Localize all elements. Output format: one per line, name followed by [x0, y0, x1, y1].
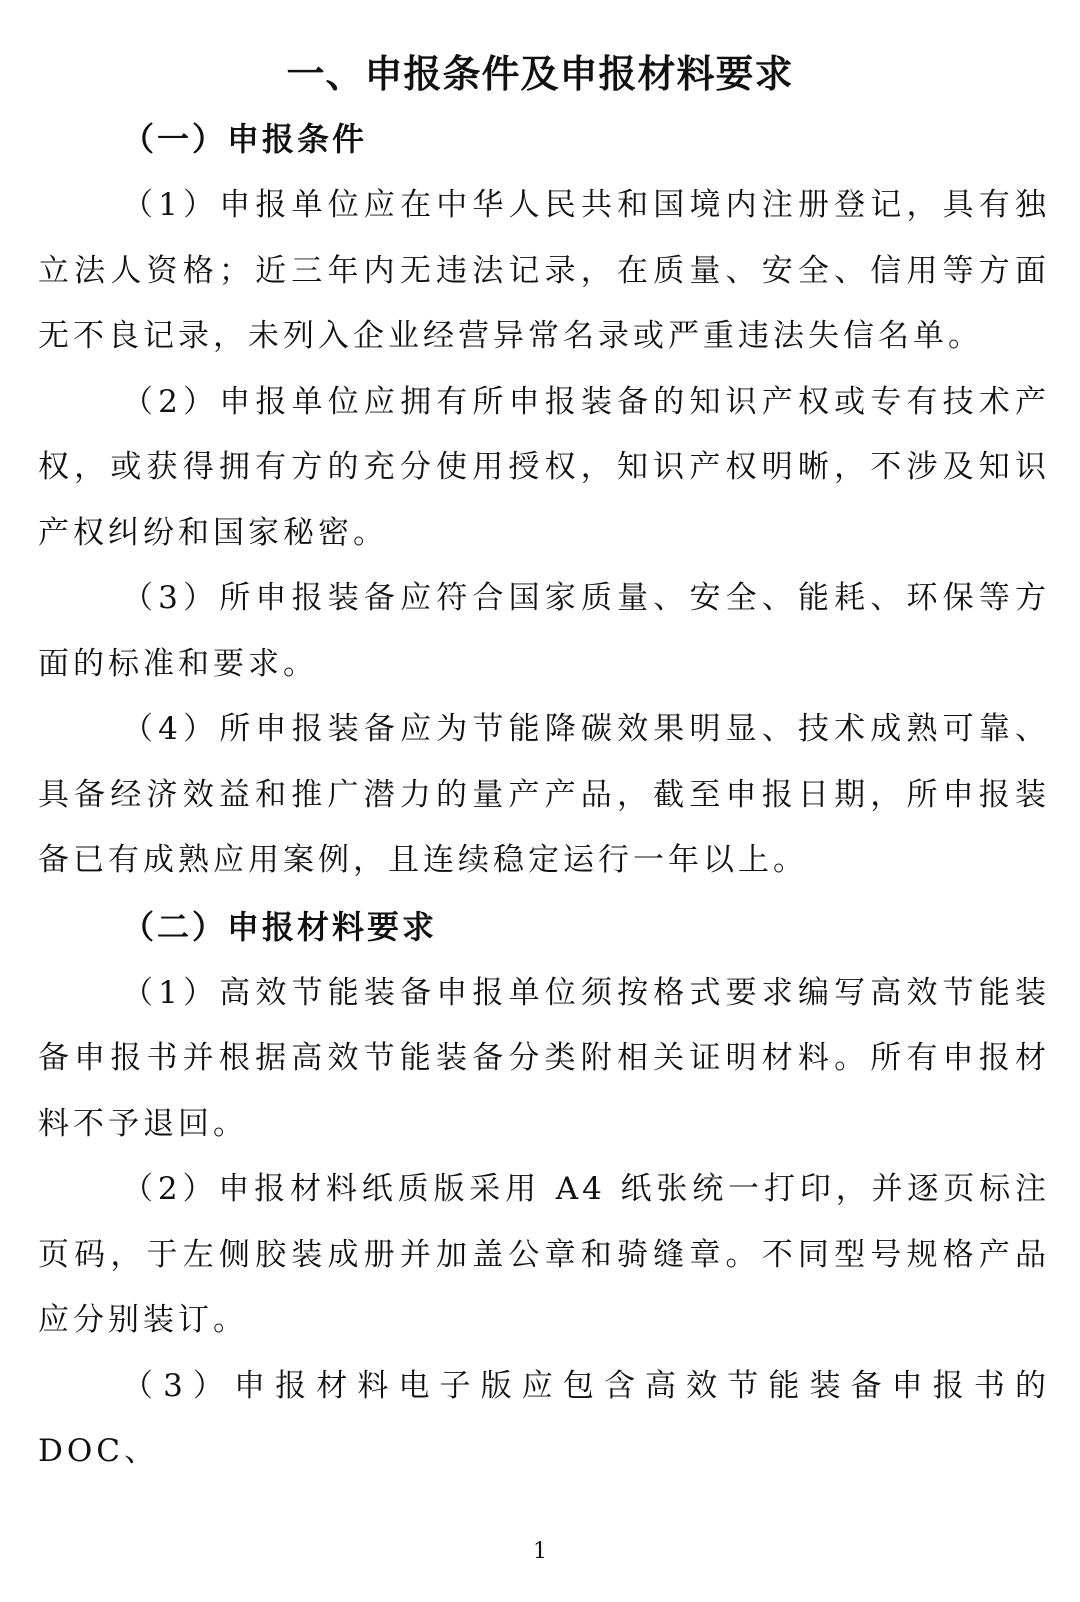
section-heading-materials: （二）申报材料要求	[122, 907, 438, 946]
paragraph: （1）高效节能装备申报单位须按格式要求编写高效节能装备申报书并根据高效节能装备分类附相关证明材料。所有申报材料不予退回。	[38, 974, 1050, 1142]
paragraph: （4）所申报装备应为节能降碳效果明显、技术成熟可靠、具备经济效益和推广潜力的量产产品，截至申报日期，所申报装备已有成熟应用案例，且连续稳定运行一年以上。	[38, 711, 1050, 878]
paragraph: （2）申报材料纸质版采用 A4 纸张统一打印，并逐页标注页码，于左侧胶装成册并加盖公章和骑缝章。不同型号规格产品应分别装订。	[38, 1171, 1050, 1338]
page-number: 1	[533, 1539, 547, 1564]
document-body	[38, 106, 1050, 1485]
paragraph: （3）申报材料电子版应包含高效节能装备申报书的 DOC、	[38, 1367, 1050, 1469]
paragraph: （1）申报单位应在中华人民共和国境内注册登记，具有独立法人资格；近三年内无违法记录，在质量、安全、信用等方面无不良记录，未列入企业经营异常名录或严重违法失信名单。	[38, 187, 1050, 354]
paragraph: （3）所申报装备应符合国家质量、安全、能耗、环保等方面的标准和要求。	[38, 580, 1050, 682]
document-title: 一、申报条件及申报材料要求	[286, 52, 794, 96]
section-heading-conditions: （一）申报条件	[122, 120, 368, 158]
paragraph: （2）申报单位应拥有所申报装备的知识产权或专有技术产权，或获得拥有方的充分使用授权，知识产权明晰，不涉及知识产权纠纷和国家秘密。	[38, 383, 1050, 551]
